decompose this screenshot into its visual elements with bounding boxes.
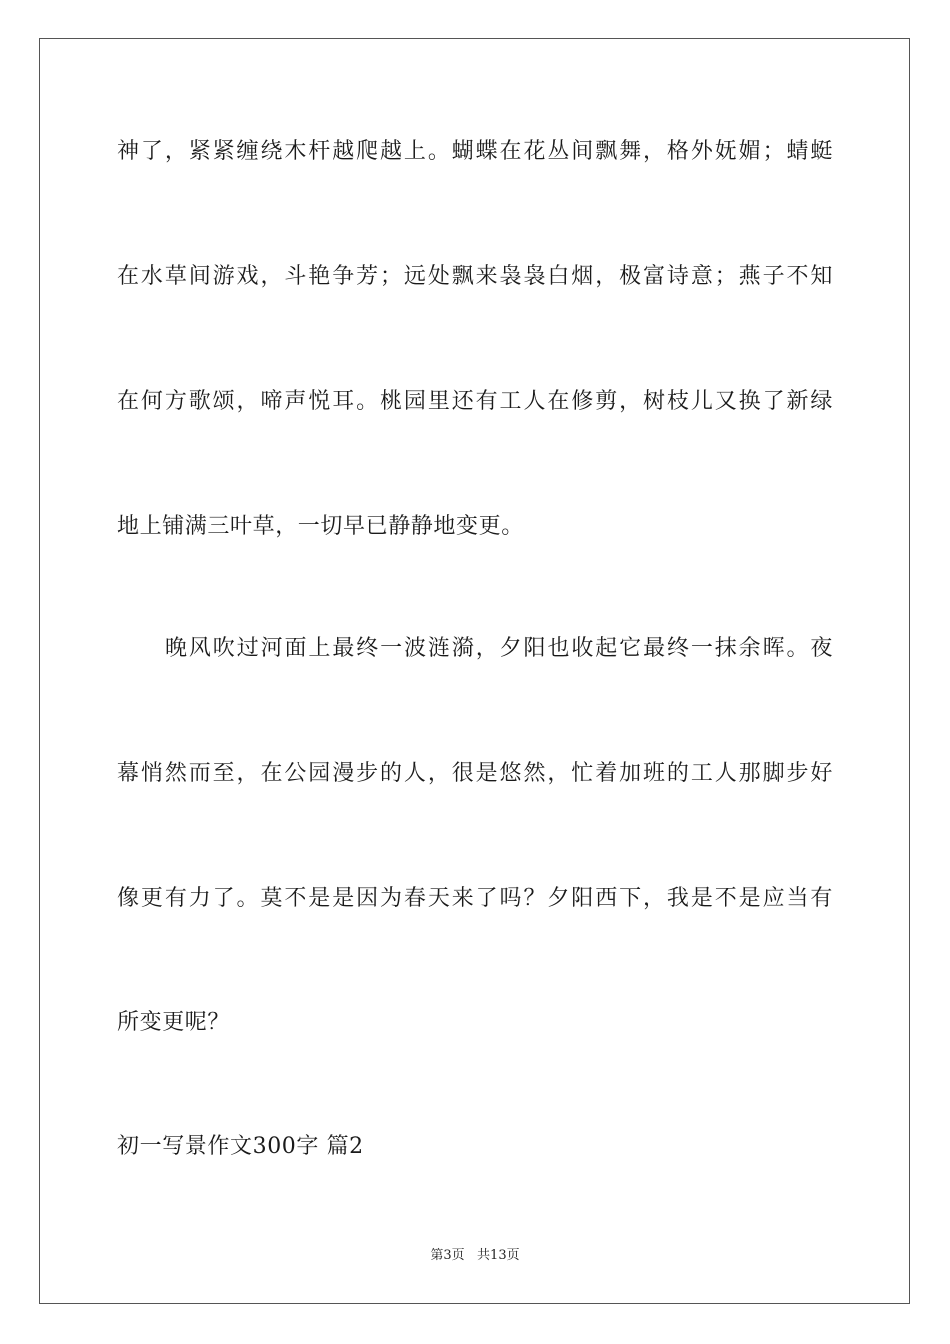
- paragraph-line: 在水草间游戏，斗艳争芳；远处飘来袅袅白烟，极富诗意；燕子不知: [117, 264, 833, 289]
- section-heading: 初一写景作文300字 篇2: [117, 1134, 364, 1159]
- paragraph-line: 所变更呢？: [117, 1010, 231, 1035]
- paragraph-line: 幕悄然而至，在公园漫步的人，很是悠然，忙着加班的工人那脚步好: [117, 761, 833, 786]
- paragraph-line: 像更有力了。莫不是是因为春天来了吗？夕阳西下，我是不是应当有: [117, 886, 833, 911]
- paragraph-line: 神了，紧紧缠绕木杆越爬越上。蝴蝶在花丛间飘舞，格外妩媚；蜻蜓: [117, 139, 833, 164]
- paragraph-line: 晚风吹过河面上最终一波涟漪，夕阳也收起它最终一抹余晖。夜: [165, 636, 833, 661]
- page-border: [39, 38, 910, 1304]
- page-number-footer: 第3页 共13页: [430, 1248, 520, 1263]
- paragraph-line: 在何方歌颂，啼声悦耳。桃园里还有工人在修剪，树枝儿又换了新绿: [117, 389, 833, 414]
- paragraph-line: 地上铺满三叶草，一切早已静静地变更。: [117, 514, 524, 539]
